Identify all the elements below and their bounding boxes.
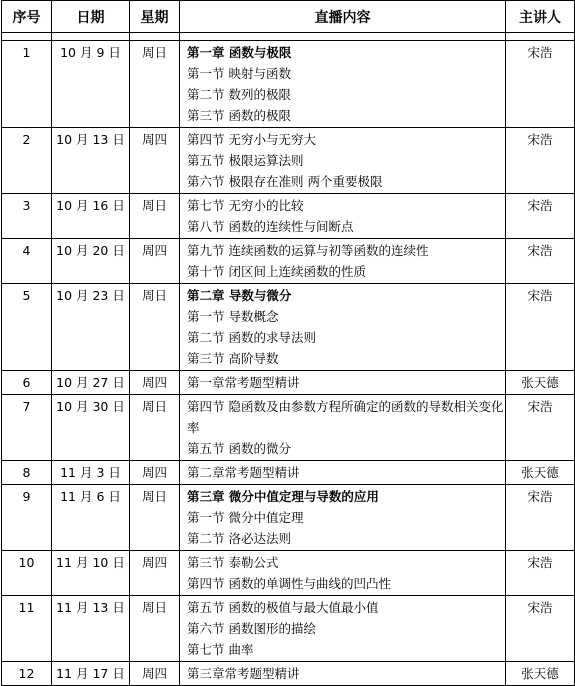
row-weekday-cell: 周四 [130,371,180,395]
row-content-cell [180,395,506,461]
row-speaker-cell: 宋浩 [506,596,575,662]
spacer-cell [2,33,52,41]
row-weekday-cell: 周四 [130,551,180,596]
section-line: 第三章常考题型精讲 [187,666,300,681]
section-line: 第十节 闭区间上连续函数的性质 [187,264,366,279]
section-line: 第四节 无穷小与无穷大 [187,132,316,147]
row-speaker-cell: 宋浩 [506,194,575,239]
row-index-cell: 9 [2,485,52,551]
section-line: 第三节 泰勒公式 [187,555,279,570]
row-weekday-cell: 周日 [130,284,180,371]
row-date-cell: 10 月 30 日 [52,395,130,461]
header-speaker: 主讲人 [506,1,575,33]
row-content-cell [180,371,506,395]
section-line: 第五节 函数的极值与最大值最小值 [187,600,379,615]
table-row [2,395,575,461]
row-index-cell: 4 [2,239,52,284]
row-index-cell: 1 [2,41,52,128]
row-content-cell [180,239,506,284]
row-index-cell: 5 [2,284,52,371]
table-body [2,41,575,686]
row-content-cell [180,284,506,371]
row-content-cell [180,41,506,128]
section-line: 第四节 函数的单调性与曲线的凹凸性 [187,576,391,591]
section-line: 第三节 高阶导数 [187,351,279,366]
row-weekday-cell: 周日 [130,596,180,662]
section-line: 第六节 函数图形的描绘 [187,621,316,636]
header-date: 日期 [52,1,130,33]
spacer-cell [506,33,575,41]
table-row [2,662,575,686]
section-line: 第八节 函数的连续性与间断点 [187,219,354,234]
row-speaker-cell: 宋浩 [506,485,575,551]
row-weekday-cell: 周四 [130,662,180,686]
row-date-cell: 11 月 3 日 [52,461,130,485]
spacer-cell [52,33,130,41]
table-row [2,461,575,485]
row-speaker-cell: 宋浩 [506,395,575,461]
row-weekday-cell: 周日 [130,194,180,239]
section-line: 第二节 洛必达法则 [187,531,291,546]
row-weekday-cell: 周四 [130,461,180,485]
row-weekday-cell: 周日 [130,41,180,128]
table-row [2,239,575,284]
row-date-cell: 10 月 20 日 [52,239,130,284]
row-speaker-cell: 张天德 [506,662,575,686]
row-weekday-cell: 周四 [130,128,180,194]
section-line: 第五节 函数的微分 [187,441,291,456]
row-weekday-cell: 周日 [130,395,180,461]
row-speaker-cell: 宋浩 [506,239,575,284]
schedule-table [1,0,575,686]
row-date-cell: 10 月 9 日 [52,41,130,128]
row-speaker-cell: 宋浩 [506,128,575,194]
header-row [2,1,575,33]
row-speaker-cell: 宋浩 [506,41,575,128]
section-line: 第一节 微分中值定理 [187,510,304,525]
row-content-cell [180,551,506,596]
row-date-cell: 10 月 23 日 [52,284,130,371]
row-weekday-cell: 周日 [130,485,180,551]
header-index: 序号 [2,1,52,33]
row-date-cell: 10 月 13 日 [52,128,130,194]
table-row [2,485,575,551]
table-row [2,128,575,194]
spacer-cell [130,33,180,41]
chapter-title: 第一章 函数与极限 [187,45,292,60]
section-line: 第六节 极限存在准则 两个重要极限 [187,174,383,189]
row-index-cell: 3 [2,194,52,239]
row-index-cell: 11 [2,596,52,662]
row-speaker-cell: 宋浩 [506,551,575,596]
row-speaker-cell: 张天德 [506,461,575,485]
section-line: 第四节 隐函数及由参数方程所确定的函数的导数相关变化率 [187,399,504,435]
chapter-title: 第二章 导数与微分 [187,288,292,303]
section-line: 第二节 函数的求导法则 [187,330,316,345]
section-line: 第七节 无穷小的比较 [187,198,304,213]
row-index-cell: 6 [2,371,52,395]
table-row [2,41,575,128]
row-date-cell: 11 月 10 日 [52,551,130,596]
section-line: 第一节 映射与函数 [187,66,291,81]
table-row [2,194,575,239]
table-row [2,551,575,596]
row-speaker-cell: 张天德 [506,371,575,395]
row-date-cell: 11 月 6 日 [52,485,130,551]
section-line: 第二章常考题型精讲 [187,465,300,480]
row-content-cell [180,461,506,485]
section-line: 第一节 导数概念 [187,309,279,324]
row-weekday-cell: 周四 [130,239,180,284]
header-weekday: 星期 [130,1,180,33]
section-line: 第一章常考题型精讲 [187,375,300,390]
section-line: 第九节 连续函数的运算与初等函数的连续性 [187,243,429,258]
row-date-cell: 11 月 13 日 [52,596,130,662]
section-line: 第二节 数列的极限 [187,87,291,102]
section-line: 第七节 曲率 [187,642,254,657]
header-spacer-row [2,33,575,41]
spacer-cell [180,33,506,41]
table-row [2,284,575,371]
row-index-cell: 10 [2,551,52,596]
row-date-cell: 10 月 27 日 [52,371,130,395]
section-line: 第三节 函数的极限 [187,108,291,123]
section-line: 第五节 极限运算法则 [187,153,304,168]
table-row [2,371,575,395]
row-date-cell: 10 月 16 日 [52,194,130,239]
row-content-cell [180,485,506,551]
chapter-title: 第三章 微分中值定理与导数的应用 [187,489,379,504]
row-index-cell: 12 [2,662,52,686]
table-row [2,596,575,662]
row-speaker-cell: 宋浩 [506,284,575,371]
row-index-cell: 7 [2,395,52,461]
row-index-cell: 8 [2,461,52,485]
row-content-cell [180,596,506,662]
table-header [2,1,575,41]
row-content-cell [180,128,506,194]
row-date-cell: 11 月 17 日 [52,662,130,686]
row-content-cell [180,194,506,239]
row-content-cell [180,662,506,686]
header-content: 直播内容 [180,1,506,33]
row-index-cell: 2 [2,128,52,194]
